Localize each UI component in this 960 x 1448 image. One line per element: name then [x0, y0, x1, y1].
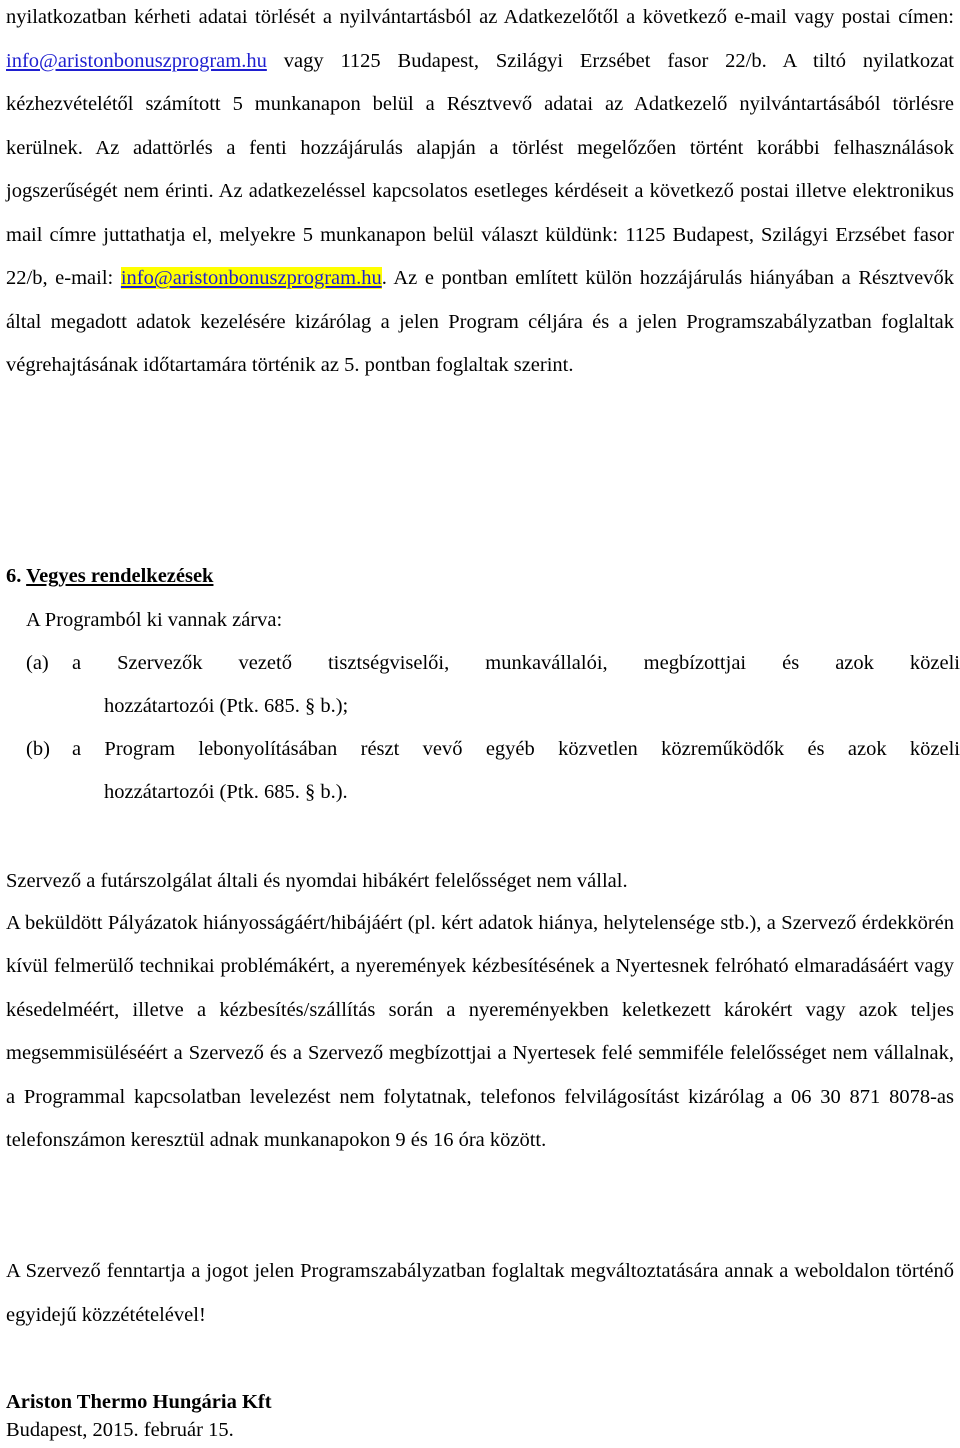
item-marker: (a) — [26, 652, 49, 674]
email-link-2[interactable]: info@aristonbonuszprogram.hu — [120, 267, 382, 289]
responsibility-text: A beküldött Pályázatok hiányosságáért/hibájáért (pl. kért adatok hiánya, helytelensége stb.), a Szervező érdekkörén kívül felmerülő technikai problémákért, a nyeremények kézbesítésének a Nyertesnek felróható elmaradásáért vagy késedelméért, illetve a kézbesítés/szállítás során a nyereményekben keletkezett károkért vagy azok teljes megsemmisüléséért a Szervező és a Szervező megbízottjai a Nyertesek felé semmiféle felelősséget nem vállalnak, a Programmal kapcsolatban levelezést nem folytatnak, telefonos felvilágosítást kizárólag a 06 30 871 8078-as telefonszámon keresztül adnak munkanapokon 9 és 16 óra között. — [6, 912, 954, 1152]
section-number: 6. — [6, 565, 27, 587]
item-marker: (b) — [26, 738, 50, 760]
item-text-line2: hozzátartozói (Ptk. 685. § b.); — [104, 695, 349, 717]
section-title: Vegyes rendelkezések — [26, 565, 214, 587]
privacy-paragraph — [6, 0, 954, 388]
courier-sentence: Szervező a futárszolgálat általi és nyomdai hibákért felelősséget nem vállal. — [6, 870, 628, 892]
email-link-1[interactable]: info@aristonbonuszprogram.hu — [6, 49, 267, 72]
exclusion-item-a — [26, 642, 960, 728]
item-text-line2: hozzátartozói (Ptk. 685. § b.). — [104, 781, 348, 803]
privacy-text — [6, 0, 954, 388]
place-date: Budapest, 2015. február 15. — [6, 1419, 234, 1441]
section-6-heading — [6, 561, 213, 591]
exclusion-intro: A Programból ki vannak zárva: — [26, 609, 283, 631]
privacy-text-part-3: . Az e pontban említett külön hozzájárulás hiányában a Résztvevők által megadott adatok kezelésére kizárólag a jelen Program céljára és a jelen Programszabályzatban foglaltak végrehajtásának időtartamára történik az 5. pontban foglaltak szerint. — [6, 267, 954, 376]
final-paragraph — [6, 1250, 954, 1337]
responsibility-paragraph — [6, 902, 954, 1162]
item-text-line1: a Program lebonyolításában részt vevő egyéb közvetlen közreműködők és azok közeli — [72, 738, 960, 760]
signature-block — [6, 1388, 272, 1444]
privacy-text-part-2: vagy 1125 Budapest, Szilágyi Erzsébet fasor 22/b. A tiltó nyilatkozat kézhezvételétől számított 5 munkanapon belül a Résztvevő adatai az Adatkezelő nyilvántartásából törlésre kerülnek. Az adattörlés a fenti hozzájárulás alapján a törlést megelőzően történt korábbi felhasználások jogszerűségét nem érinti. Az adatkezeléssel kapcsolatos esetleges kérdéseit a következő postai illetve elektronikus mail címre juttathatja el, melyekre 5 munkanapon belül választ küldünk: 1125 Budapest, Szilágyi Erzsébet fasor 22/b, e-mail: — [6, 49, 954, 289]
final-text: A Szervező fenntartja a jogot jelen Programszabályzatban foglaltak megváltoztatására annak a weboldalon történő egyidejű közzétételével! — [6, 1260, 954, 1326]
company-name: Ariston Thermo Hungária Kft — [6, 1391, 272, 1413]
privacy-text-part-1: nyilatkozatban kérheti adatai törlését a nyilvántartásból az Adatkezelőtől a következő e-mail vagy postai címen: — [6, 6, 954, 28]
item-text-line1: a Szervezők vezető tisztségviselői, munkavállalói, megbízottjai és azok közeli — [72, 652, 960, 674]
exclusion-item-b — [26, 728, 960, 814]
